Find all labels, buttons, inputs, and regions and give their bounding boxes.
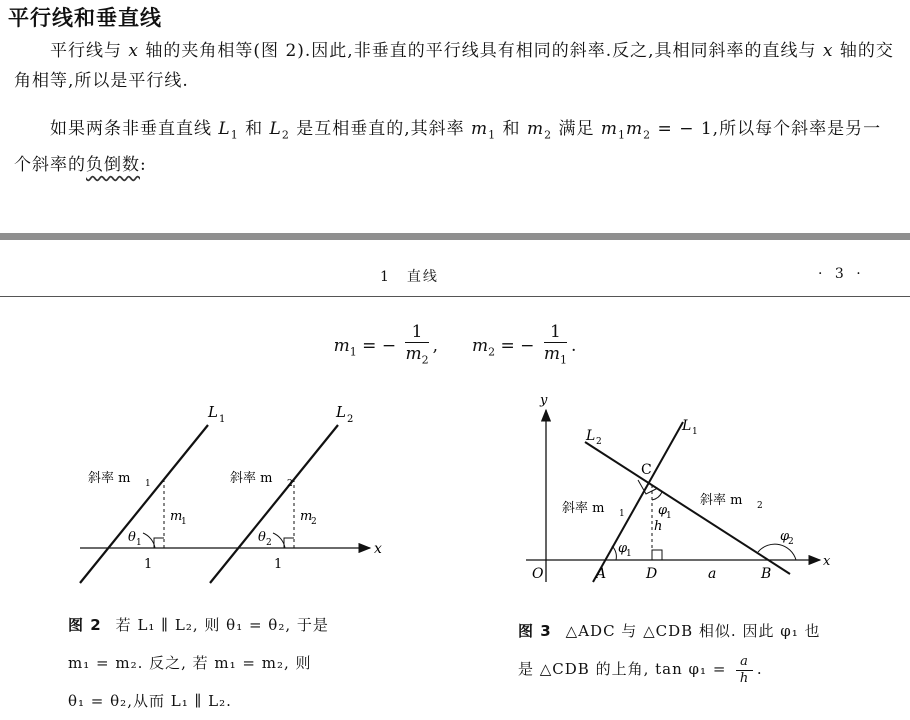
slope-label-1-sub: 1 bbox=[145, 479, 151, 489]
figure-2-parallel-lines bbox=[60, 395, 400, 595]
origin-O: O bbox=[532, 566, 544, 582]
slope-label-1: 斜率 m bbox=[562, 501, 605, 516]
label-L1-sub: 1 bbox=[219, 414, 226, 425]
phi1-label-C: φ bbox=[658, 503, 668, 518]
caption-3-line-2: 是 △CDB 的上角, tan φ₁ = bbox=[518, 660, 733, 678]
angle-label-1-sub: 1 bbox=[136, 538, 142, 548]
caption-2-line-3: θ₁ = θ₂,从而 L₁ ∥ L₂. bbox=[68, 692, 232, 710]
phi2-label: φ bbox=[780, 529, 790, 544]
caption-3-fraction: $\frac{a}{h}$ bbox=[736, 654, 753, 687]
caption-2-label: 图 2 bbox=[68, 616, 102, 634]
phi1-label-A: φ bbox=[618, 541, 628, 556]
point-B: B bbox=[761, 566, 772, 582]
rise-label-2-sub: 2 bbox=[311, 517, 317, 527]
label-L1: L bbox=[208, 403, 218, 421]
figure-3-perpendicular-lines bbox=[520, 392, 850, 592]
label-L2-sub: 2 bbox=[347, 414, 354, 425]
slope-label-1-sub: 1 bbox=[619, 509, 625, 519]
angle-arc-2 bbox=[273, 533, 285, 548]
figure-3-caption: 图 3 △ADC 与 △CDB 相似. 因此 φ₁ 也 是 △CDB 的上角, tan φ₁ = $\frac{a}{h}$ . bbox=[518, 622, 821, 686]
angle-label-2-sub: 2 bbox=[266, 538, 272, 548]
point-C: C bbox=[641, 462, 652, 478]
point-D: D bbox=[646, 566, 658, 582]
rise-label-1: m bbox=[170, 509, 183, 524]
slope-label-1: 斜率 m bbox=[88, 471, 131, 486]
reciprocal-equation: $m_1$ = − $\frac{1}{m_2}$ , $m_2$ = − $\frac{1}{m_1}$ . bbox=[333, 322, 577, 367]
phi2-label-sub: 2 bbox=[788, 537, 794, 547]
rise-label-1-sub: 1 bbox=[181, 517, 187, 527]
point-A: A bbox=[596, 566, 607, 582]
run-label-2: 1 bbox=[274, 557, 283, 572]
label-L2: L bbox=[336, 403, 346, 421]
phi1-label-A-sub: 1 bbox=[626, 549, 632, 559]
running-header-chapter: 1 直线 bbox=[380, 269, 439, 285]
x-axis-label: x bbox=[823, 554, 831, 569]
header-rule bbox=[0, 296, 910, 297]
angle-label-2: θ bbox=[258, 530, 266, 545]
caption-2-line-2: m₁ = m₂. 反之, 若 m₁ = m₂, 则 bbox=[68, 654, 312, 672]
caption-3-line-1: △ADC 与 △CDB 相似. 因此 φ₁ 也 bbox=[565, 622, 821, 640]
run-label-1: 1 bbox=[144, 557, 153, 572]
label-L1-sub: 1 bbox=[692, 427, 698, 437]
line-L1 bbox=[593, 422, 683, 582]
rise-label-2: m bbox=[300, 509, 313, 524]
paragraph-parallel: 平行线与 x 轴的夹角相等(图 2).因此,非垂直的平行线具有相同的斜率.反之,具相同斜率的直线与 x 轴的交角相等,所以是平行线. bbox=[14, 41, 894, 91]
phi1-label-C-sub: 1 bbox=[666, 511, 672, 521]
segment-h: h bbox=[654, 519, 663, 534]
wavy-underlined-term: 负倒数 bbox=[86, 155, 140, 176]
phi1-arc-C bbox=[652, 492, 662, 500]
right-angle-1 bbox=[154, 538, 164, 548]
page-divider bbox=[0, 233, 910, 240]
y-axis-label: y bbox=[540, 393, 548, 408]
slope-label-2: 斜率 m bbox=[700, 493, 743, 508]
label-L2-sub: 2 bbox=[596, 437, 602, 447]
segment-a: a bbox=[708, 566, 717, 582]
section-title: 平行线和垂直线 bbox=[8, 6, 162, 30]
angle-arc-1 bbox=[143, 533, 155, 548]
label-L2: L bbox=[586, 428, 596, 444]
figure-2-caption bbox=[68, 606, 398, 720]
slope-label-2-sub: 2 bbox=[757, 501, 763, 511]
right-angle-D bbox=[652, 550, 662, 560]
right-angle-2 bbox=[284, 538, 294, 548]
slope-label-2-sub: 2 bbox=[287, 479, 293, 489]
caption-3-label: 图 3 bbox=[518, 622, 552, 640]
paragraph-perpendicular: 如果两条非垂直直线 $L_1$ 和 $L_2$ 是互相垂直的,其斜率 $m_1$ 和 $m_2$ 满足 $m_1m_2$ = − 1,所以每个斜率是另一个斜率的负倒数: bbox=[14, 119, 882, 176]
slope-label-2: 斜率 m bbox=[230, 471, 273, 486]
caption-2-line-1: 若 L₁ ∥ L₂, 则 θ₁ = θ₂, 于是 bbox=[115, 616, 329, 634]
angle-label-1: θ bbox=[128, 530, 136, 545]
running-header-page: · 3 · bbox=[818, 266, 865, 282]
label-L1: L bbox=[682, 418, 692, 434]
x-axis-label: x bbox=[374, 541, 382, 557]
